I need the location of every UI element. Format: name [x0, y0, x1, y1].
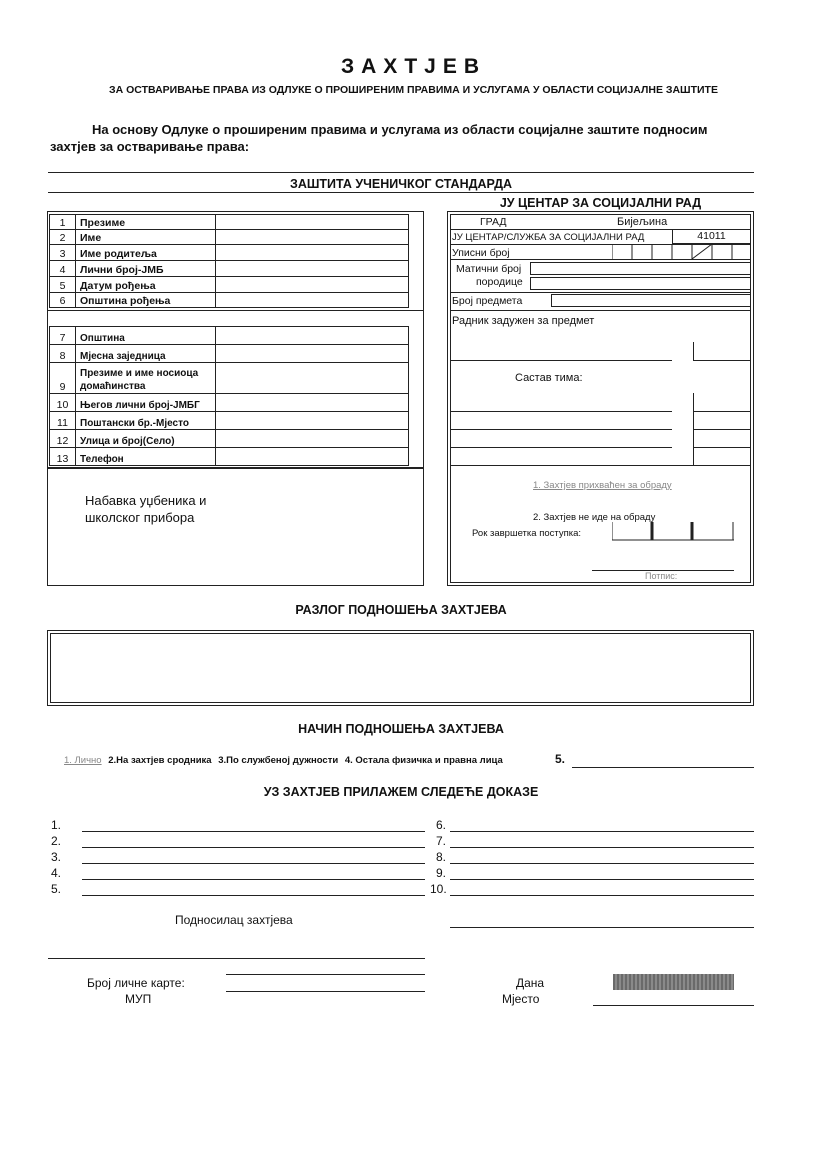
parent-name-field[interactable] — [216, 245, 409, 261]
method-title: НАЧИН ПОДНОШЕЊА ЗАХТЈЕВА — [298, 722, 504, 736]
jmb-field[interactable] — [216, 261, 409, 277]
center-label: ЈУ ЦЕНТАР/СЛУЖБА ЗА СОЦИЈАЛНИ РАД — [452, 232, 645, 243]
divider — [693, 342, 694, 360]
field-row — [50, 345, 409, 363]
divider — [48, 310, 423, 311]
surname-field[interactable] — [216, 215, 409, 230]
row-number: 9 — [50, 363, 76, 394]
purpose-text: Набавка уџбеника и школског прибора — [85, 493, 207, 525]
row-number: 2 — [50, 230, 76, 245]
evidence-line[interactable] — [450, 831, 754, 832]
evidence-line[interactable] — [450, 879, 754, 880]
applicant-label: Подносилац захтјева — [175, 913, 293, 927]
field-label: Улица и број(Село) — [76, 430, 216, 448]
row-number: 3 — [50, 245, 76, 261]
row-number: 4 — [50, 261, 76, 277]
field-row — [50, 230, 409, 245]
evidence-num: 2. — [51, 834, 62, 848]
method-options — [64, 755, 503, 766]
evidence-line[interactable] — [450, 895, 754, 896]
team-line[interactable] — [693, 429, 751, 430]
field-row — [50, 261, 409, 277]
radnik-signature-line — [693, 360, 751, 361]
divider — [48, 467, 423, 469]
team-line[interactable] — [450, 411, 672, 412]
rok-cells — [612, 522, 734, 541]
date-label: Дана — [516, 976, 545, 990]
intro-text — [50, 121, 740, 155]
grad-label: ГРАД — [480, 216, 507, 228]
id-card-label: Број личне карте: — [87, 976, 185, 990]
divider — [450, 465, 751, 466]
upisni-label: Уписни број — [452, 247, 510, 259]
field-label: Лични број-ЈМБ — [76, 261, 216, 277]
team-line[interactable] — [693, 411, 751, 412]
field-row — [50, 412, 409, 430]
center-code: 41011 — [697, 230, 726, 242]
evidence-num: 6. — [436, 818, 447, 832]
upisni-broj-field[interactable] — [612, 244, 751, 259]
postal-code-field[interactable] — [216, 412, 409, 430]
evidence-num: 1. — [51, 818, 62, 832]
evidence-num: 8. — [436, 850, 447, 864]
evidence-line[interactable] — [82, 895, 425, 896]
field-row — [50, 448, 409, 466]
method-personal[interactable]: 1. Лично — [64, 755, 102, 766]
evidence-num: 4. — [51, 866, 62, 880]
option-accepted[interactable]: 1. Захтјев прихваћен за обраду — [533, 480, 672, 491]
maticni-label-2: породице — [476, 276, 523, 288]
porodice-field[interactable] — [530, 277, 751, 290]
team-line[interactable] — [450, 447, 672, 448]
form-subtitle: ЗА ОСТВАРИВАЊЕ ПРАВА ИЗ ОДЛУКЕ О ПРОШИРЕНИМ ПРАВИМА И УСЛУГАМА У ОБЛАСТИ СОЦИЈАЛНЕ ЗАШТИТЕ — [109, 84, 718, 96]
maticni-label — [456, 263, 523, 289]
field-label: Поштански бр.-Мјесто — [76, 412, 216, 430]
field-row — [50, 430, 409, 448]
row-number: 1 — [50, 215, 76, 230]
method-5-field[interactable] — [572, 767, 754, 768]
row-number: 6 — [50, 293, 76, 308]
household-head-field[interactable] — [216, 363, 409, 394]
field-label: Његов лични број-ЈМБГ — [76, 394, 216, 412]
upisni-cells — [612, 244, 751, 259]
divider — [48, 172, 754, 173]
local-community-field[interactable] — [216, 345, 409, 363]
method-other[interactable]: 4. Остала физичка и правна лица — [344, 755, 503, 766]
personal-fields-top — [49, 214, 409, 308]
method-5-label: 5. — [555, 752, 566, 766]
mup-line[interactable] — [226, 991, 425, 992]
field-row — [50, 363, 409, 394]
option-rejected[interactable]: 2. Захтјев не иде на обраду — [533, 512, 656, 523]
evidence-line[interactable] — [82, 879, 425, 880]
field-label: Име родитеља — [76, 245, 216, 261]
reason-title: РАЗЛОГ ПОДНОШЕЊА ЗАХТЈЕВА — [295, 603, 507, 617]
name-field[interactable] — [216, 230, 409, 245]
field-label: Мјесна заједница — [76, 345, 216, 363]
row-number: 10 — [50, 394, 76, 412]
radnik-line — [450, 360, 672, 361]
divider — [48, 192, 754, 193]
applicant-signature-line[interactable] — [450, 927, 754, 928]
head-jmbg-field[interactable] — [216, 394, 409, 412]
evidence-line[interactable] — [82, 847, 425, 848]
field-label: Општина рођења — [76, 293, 216, 308]
field-label: Презиме и име носиоца домаћинства — [76, 363, 216, 394]
maticni-broj-field[interactable] — [530, 262, 751, 275]
municipality-field[interactable] — [216, 327, 409, 345]
personal-fields-bottom — [49, 326, 409, 466]
street-field[interactable] — [216, 430, 409, 448]
field-label: Датум рођења — [76, 277, 216, 293]
evidence-line[interactable] — [450, 863, 754, 864]
place-line[interactable] — [593, 1005, 754, 1006]
maticni-label-1: Матични број — [456, 263, 522, 275]
row-number: 11 — [50, 412, 76, 430]
evidence-num: 10. — [430, 882, 447, 896]
radnik-label: Радник задужен за предмет — [452, 315, 595, 327]
field-label: Презиме — [76, 215, 216, 230]
row-number: 13 — [50, 448, 76, 466]
field-row — [50, 327, 409, 345]
field-label: Телефон — [76, 448, 216, 466]
method-relative[interactable]: 2.На захтјев сродника — [108, 755, 212, 766]
evidence-num: 3. — [51, 850, 62, 864]
evidence-line[interactable] — [82, 831, 425, 832]
sastav-tima-label: Састав тима: — [515, 372, 583, 384]
intro-sentence: На основу Одлуке о проширеним правима и услугама из области социјалне заштите подносим захтјев за остваривање права: — [50, 122, 708, 154]
id-card-line[interactable] — [226, 974, 425, 975]
field-row — [50, 245, 409, 261]
row-number: 12 — [50, 430, 76, 448]
broj-predmeta-field[interactable] — [551, 294, 751, 307]
redacted-date — [613, 974, 734, 990]
field-row — [50, 277, 409, 293]
field-label: Име — [76, 230, 216, 245]
phone-field[interactable] — [216, 448, 409, 466]
place-label: Мјесто — [502, 992, 540, 1006]
center-code-box — [672, 229, 751, 244]
divider — [450, 310, 751, 311]
rok-label: Рок завршетка поступка: — [472, 528, 582, 539]
field-row — [50, 293, 409, 308]
center-title: ЈУ ЦЕНТАР ЗА СОЦИЈАЛНИ РАД — [499, 196, 702, 210]
birth-date-field[interactable] — [216, 277, 409, 293]
method-official[interactable]: 3.По службеној дужности — [218, 755, 339, 766]
grad-value: Бијељина — [617, 216, 668, 228]
evidence-num: 9. — [436, 866, 447, 880]
evidence-line[interactable] — [450, 847, 754, 848]
divider — [450, 259, 751, 260]
birth-municipality-field[interactable] — [216, 293, 409, 308]
evidence-num: 7. — [436, 834, 447, 848]
reason-field[interactable] — [50, 633, 751, 703]
row-number: 8 — [50, 345, 76, 363]
section-title: ЗАШТИТА УЧЕНИЧКОГ СТАНДАРДА — [289, 177, 513, 191]
divider — [450, 292, 751, 293]
team-line[interactable] — [693, 447, 751, 448]
evidence-title: УЗ ЗАХТЈЕВ ПРИЛАЖЕМ СЛЕДЕЋЕ ДОКАЗЕ — [263, 785, 539, 799]
row-number: 7 — [50, 327, 76, 345]
evidence-num: 5. — [51, 882, 62, 896]
broj-predmeta-label: Број предмета — [452, 295, 523, 307]
mup-label: МУП — [125, 992, 152, 1006]
field-label: Општина — [76, 327, 216, 345]
row-number: 5 — [50, 277, 76, 293]
evidence-line[interactable] — [82, 863, 425, 864]
applicant-name-line[interactable] — [48, 958, 425, 959]
field-row — [50, 215, 409, 230]
field-row — [50, 394, 409, 412]
form-title: ЗАХТЈЕВ — [340, 55, 486, 78]
rok-date-field[interactable] — [612, 522, 734, 541]
potpis-label: Потпис: — [645, 571, 678, 581]
team-line[interactable] — [450, 429, 672, 430]
